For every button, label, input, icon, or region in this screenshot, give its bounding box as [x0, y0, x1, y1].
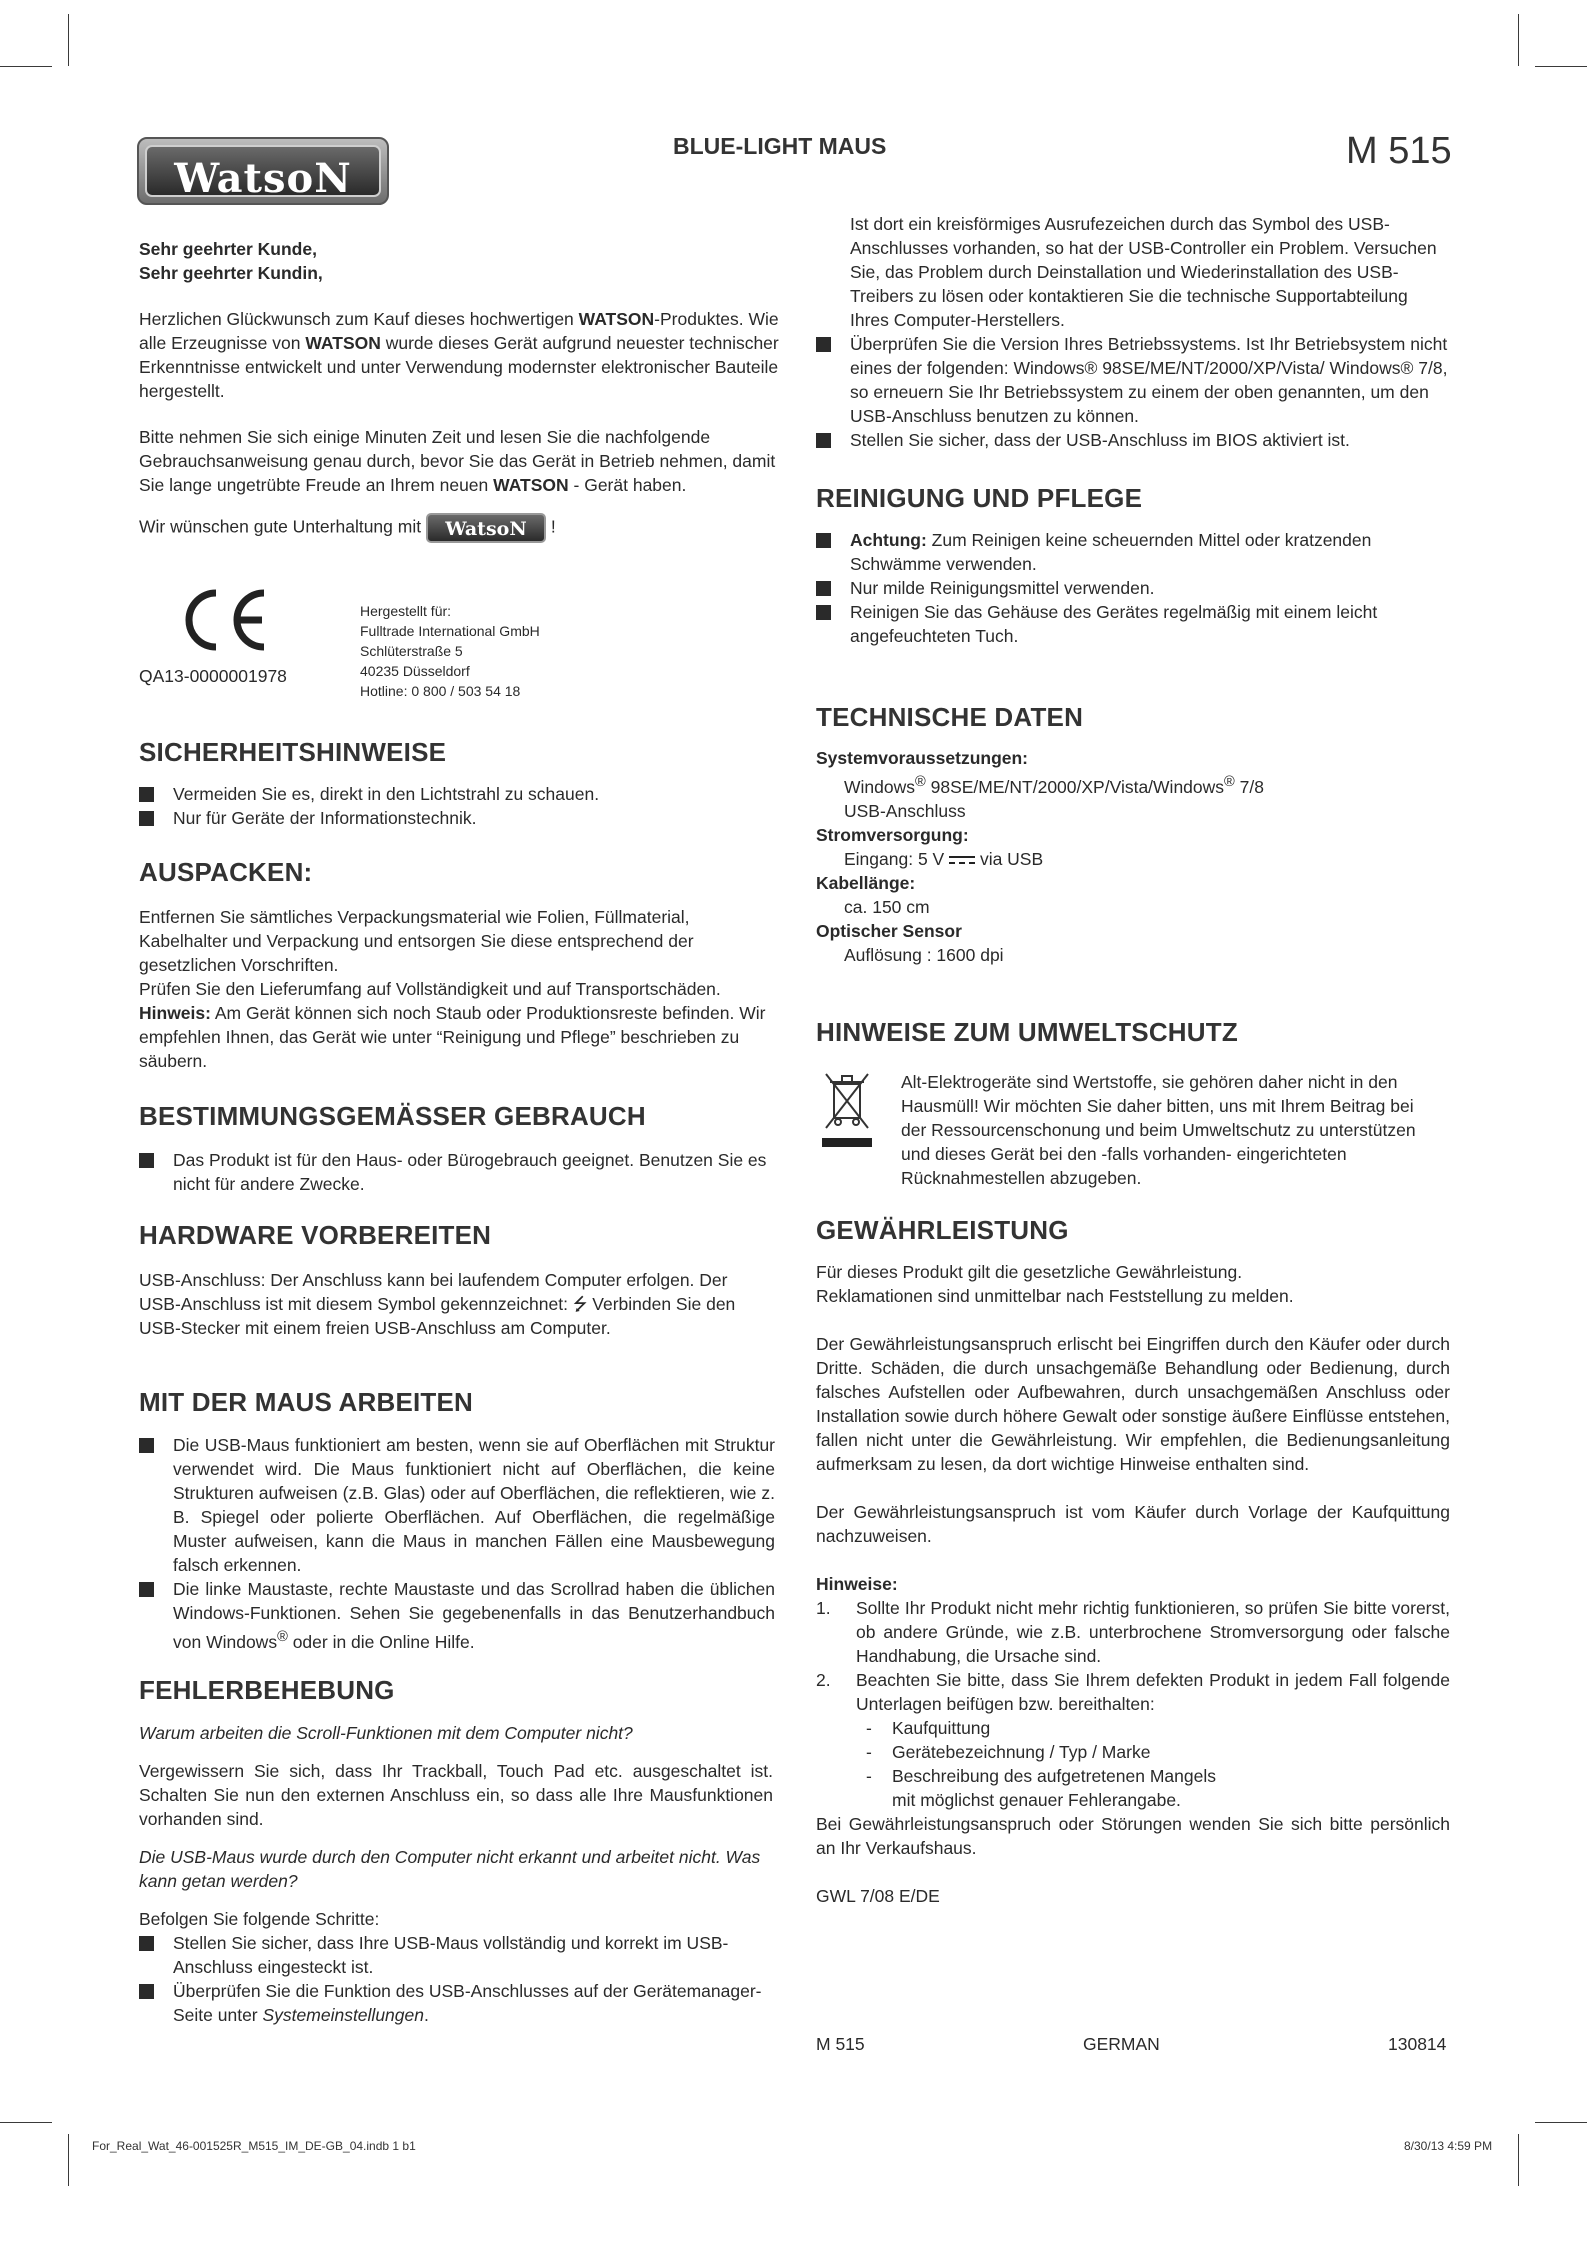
env-text: Alt-Elektrogeräte sind Wertstoffe, sie gehören daher nicht in den Hausmüll! Wir möchten Sie daher bitten, uns mit Ihrem Beitrag bei der Ressourcenschonung und beim Umweltschutz zu unterstützen und dieses Gerät bei den -falls vorhanden- eingerichteten Rücknahmestellen abzugeben. [901, 1072, 1416, 1188]
trouble-section [139, 1721, 773, 2027]
crop-mark [0, 2122, 52, 2123]
ce-code: QA13-0000001978 [139, 666, 287, 686]
unpack-section [139, 905, 779, 1073]
tech-value: Eingang: 5 V via USB [844, 848, 1044, 869]
intro-paragraph: Herzlichen Glückwunsch zum Kauf dieses hochwertigen WATSON-Produktes. Wie alle Erzeugnisse von WATSON wurde dieses Gerät aufgrund neuester technischer Erkenntnisse entwickelt und unter Verwendung modernster elektronischer Bauteile hergestellt. [139, 309, 779, 401]
list-item: Stellen Sie sicher, dass der USB-Anschluss im BIOS aktiviert ist. [816, 428, 1450, 452]
steps-list [139, 1931, 773, 2027]
list-item: Überprüfen Sie die Version Ihres Betriebssystems. Ist Ihr Betriebsystem nicht eines der folgenden: Windows® 98SE/ME/NT/2000/XP/Vista/ Windows® 7/8, so erneuern Sie Ihr Betriebssystem zu einem der oben genannten, um den USB-Anschluss benutzen zu können. [816, 332, 1450, 428]
list-item: 2. Beachten Sie bitte, dass Sie Ihrem defekten Produkt in jedem Fall folgende Unterlagen beifügen bzw. bereithalten: - Kaufquittung - Gerätebezeichnung / Typ / Marke - Beschreibung des aufgetretenen Mangels mit möglichst genauer Fehlerangabe. [816, 1670, 1450, 1810]
crop-mark [68, 2134, 69, 2186]
list-item: Stellen Sie sicher, dass Ihre USB-Maus vollständig und korrekt im USB- Anschluss eingesteckt ist. [139, 1931, 773, 1979]
bullet-icon [139, 1582, 154, 1597]
section-title-safety: SICHERHEITSHINWEISE [139, 737, 447, 767]
list-item: Achtung: Zum Reinigen keine scheuernden Mittel oder kratzenden Schwämme verwenden. [816, 528, 1446, 576]
tech-value: Auflösung : 1600 dpi [844, 944, 1004, 965]
warranty-line: Reklamationen sind unmittelbar nach Feststellung zu melden. [816, 1286, 1294, 1306]
list-item: Die USB-Maus funktioniert am besten, wenn sie auf Oberflächen mit Struktur verwendet wird. Die Maus funktioniert nicht auf Oberflächen, die keine Strukturen aufweisen (z.B. Glas) oder auf Oberflächen, die reflektieren, wie z. B. Spiegel oder polierte Oberflächen. Auf Oberflächen, die regelmäßige Muster aufweisen, kann die Maus in manchen Fällen eine Mausbewegung falsch erkennen. [139, 1433, 775, 1577]
list-item: Das Produkt ist für den Haus- oder Bürogebrauch geeignet. Benutzen Sie es nicht für andere Zwecke. [139, 1148, 775, 1196]
list-item: Nur milde Reinigungsmittel verwenden. [816, 576, 1446, 600]
crop-mark [1535, 66, 1587, 67]
list-item: Die linke Maustaste, rechte Maustaste und das Scrollrad haben die üblichen Windows-Funktionen. Sehen Sie gegebenenfalls in das Benutzerhandbuch von Windows® oder in die Online Hilfe. [139, 1577, 775, 1654]
notes-list [816, 1596, 1450, 1812]
list-item: Nur für Geräte der Informationstechnik. [139, 806, 779, 830]
warranty-paragraph: Der Gewährleistungsanspruch ist vom Käufer durch Vorlage der Kaufquittung nachzuweisen. [816, 1502, 1450, 1546]
bullet-icon [816, 533, 831, 548]
usb-symbol-icon: ⭍ [572, 1294, 588, 1314]
steps-intro: Befolgen Sie folgende Schritte: [139, 1909, 380, 1929]
address-line: Fulltrade International GmbH [360, 623, 540, 639]
list-item: 1. Sollte Ihr Produkt nicht mehr richtig funktionieren, so prüfen Sie bitte vorerst, ob andere Gründe, wie z.B. unterbrochene Stromversorgung oder falsche Handhabung, die Ursache sind. [816, 1598, 1450, 1666]
crop-mark [68, 14, 69, 66]
tech-value: USB-Anschluss [844, 800, 966, 821]
list-item: Reinigen Sie das Gehäuse des Gerätes regelmäßig mit einem leicht angefeuchteten Tuch. [816, 600, 1446, 648]
footer-code: 130814 [1388, 2034, 1447, 2054]
trouble-question: Warum arbeiten die Scroll-Funktionen mit dem Computer nicht? [139, 1723, 633, 1743]
list-item: Überprüfen Sie die Funktion des USB-Anschlusses auf der Gerätemanager-Seite unter Systemeinstellungen. [139, 1979, 773, 2027]
watson-logo [137, 137, 389, 205]
bullet-icon [816, 337, 831, 352]
bullet-icon [816, 605, 831, 620]
crop-mark [1535, 2122, 1587, 2123]
trouble-continued-text: Ist dort ein kreisförmiges Ausrufezeichen durch das Symbol des USB-Anschlusses vorhanden, so hat der USB-Controller ein Problem. Versuchen Sie, das Problem durch Deinstallation und Wiederinstallation des USB-Treibers zu lösen oder kontaktieren Sie die technische Supportabteilung Ihres Computer-Herstellers. [850, 214, 1437, 330]
crop-mark [0, 66, 52, 67]
watson-logo-inline: WatsoN [426, 513, 546, 543]
warranty-line: Für dieses Produkt gilt die gesetzliche Gewährleistung. [816, 1262, 1243, 1282]
greeting-line: Sehr geehrter Kunde, [139, 239, 317, 259]
section-title-env: HINWEISE ZUM UMWELTSCHUTZ [816, 1017, 1238, 1047]
model-number: M 515 [1346, 130, 1452, 172]
intro-paragraph: Bitte nehmen Sie sich einige Minuten Zeit und lesen Sie die nachfolgende Gebrauchsanweisung genau durch, bevor Sie das Gerät in Betrieb nehmen, damit Sie lange ungetrübte Freude an Ihrem neuen WATSON - Gerät haben. [139, 427, 776, 495]
mouse-list [139, 1433, 775, 1654]
manufacturer-address [360, 601, 540, 701]
warranty-section [816, 1260, 1450, 1908]
section-title-cleaning: REINIGUNG UND PFLEGE [816, 483, 1143, 513]
tech-value: Windows® 98SE/ME/NT/2000/XP/Vista/Windows® 7/8 [844, 774, 1264, 797]
greeting-line: Sehr geehrter Kundin, [139, 263, 323, 283]
footer-model: M 515 [816, 2034, 865, 2054]
section-title-tech: TECHNISCHE DATEN [816, 702, 1084, 732]
trouble-question: Die USB-Maus wurde durch den Computer nicht erkannt und arbeitet nicht. Was kann getan werden? [139, 1847, 761, 1891]
unpack-paragraph: Entfernen Sie sämtliches Verpackungsmaterial wie Folien, Füllmaterial, Kabelhalter und Verpackung und entsorgen Sie diese entsprechend der gesetzlichen Vorschriften. [139, 907, 694, 975]
unpack-note: Hinweis: Am Gerät können sich noch Staub oder Produktionsreste befinden. Wir empfehlen Ihnen, das Gerät wie unter “Reinigung und Pflege” beschrieben zu säubern. [139, 1003, 766, 1071]
safety-list [139, 782, 779, 830]
bullet-icon [139, 1153, 154, 1168]
tech-label: Stromversorgung: [816, 824, 969, 845]
intro-section [139, 237, 779, 543]
footer-language: GERMAN [1083, 2034, 1160, 2054]
section-title-hardware: HARDWARE VORBEREITEN [139, 1220, 492, 1250]
bullet-icon [816, 433, 831, 448]
weee-bin-icon [822, 1070, 872, 1152]
section-title-usage: BESTIMMUNGSGEMÄSSER GEBRAUCH [139, 1101, 646, 1131]
bullet-icon [139, 1936, 154, 1951]
ce-mark-icon [178, 585, 270, 655]
crop-mark [1518, 14, 1519, 66]
document-title: BLUE-LIGHT MAUS [673, 133, 887, 159]
tech-label: Systemvoraussetzungen: [816, 748, 1029, 768]
bullet-icon [139, 1984, 154, 1999]
tech-section [816, 746, 1446, 967]
list-item: - Beschreibung des aufgetretenen Mangels [866, 1766, 1216, 1786]
address-line: Hergestellt für: [360, 603, 452, 619]
section-title-unpack: AUSPACKEN: [139, 857, 313, 887]
crop-mark [1518, 2134, 1519, 2186]
bullet-icon [139, 787, 154, 802]
steps-list [816, 332, 1450, 452]
trouble-continued [816, 212, 1450, 452]
bullet-icon [139, 1438, 154, 1453]
warranty-paragraph: Bei Gewährleistungsanspruch oder Störungen wenden Sie sich bitte persönlich an Ihr Verkaufshaus. [816, 1814, 1450, 1858]
bullet-icon [816, 581, 831, 596]
unpack-paragraph: Prüfen Sie den Lieferumfang auf Vollständigkeit und auf Transportschäden. [139, 979, 721, 999]
list-item: - Kaufquittung [866, 1718, 991, 1738]
section-title-warranty: GEWÄHRLEISTUNG [816, 1215, 1069, 1245]
docs-list [856, 1716, 1450, 1812]
address-line: 40235 Düsseldorf [360, 663, 470, 679]
address-line: Hotline: 0 800 / 503 54 18 [360, 683, 521, 699]
dc-symbol-icon [949, 854, 975, 866]
tech-label: Kabellänge: [816, 872, 916, 893]
cleaning-list [816, 528, 1446, 648]
list-item: Vermeiden Sie es, direkt in den Lichtstrahl zu schauen. [139, 782, 779, 806]
hardware-paragraph: USB-Anschluss: Der Anschluss kann bei laufendem Computer erfolgen. Der USB-Anschluss ist mit diesem Symbol gekennzeichnet: ⭍ Verbinden Sie den USB-Stecker mit einem freien USB-Anschluss am Computer. [139, 1270, 736, 1338]
section-title-trouble: FEHLERBEHEBUNG [139, 1675, 395, 1705]
notes-label: Hinweise: [816, 1574, 898, 1594]
usage-list [139, 1148, 775, 1196]
address-line: Schlüterstraße 5 [360, 643, 463, 659]
print-slug-left: For_Real_Wat_46-001525R_M515_IM_DE-GB_04.indb 1 b1 [92, 2139, 416, 2153]
tech-label: Optischer Sensor [816, 920, 962, 941]
list-item: mit möglichst genauer Fehlerangabe. [892, 1790, 1181, 1810]
print-slug-right: 8/30/13 4:59 PM [1404, 2139, 1493, 2153]
warranty-code: GWL 7/08 E/DE [816, 1886, 940, 1906]
wish-line: Wir wünschen gute Unterhaltung mit WatsoN ! [139, 513, 779, 543]
logo-wordmark: WatsoN [174, 155, 352, 202]
bullet-icon [139, 811, 154, 826]
trouble-answer: Vergewissern Sie sich, dass Ihr Trackball, Touch Pad etc. ausgeschaltet ist. Schalten Sie nun den externen Anschluss ein, so dass alle Ihre Mausfunktionen vorhanden sind. [139, 1761, 773, 1829]
section-title-mouse: MIT DER MAUS ARBEITEN [139, 1387, 474, 1417]
warranty-paragraph: Der Gewährleistungsanspruch erlischt bei Eingriffen durch den Käufer oder durch Dritte. Schäden, die durch unsachgemäße Behandlung oder Bedienung, durch falsches Aufstellen oder Aufbewahren, durch unsachgemäßen Anschluss oder Installation sowie durch höhere Gewalt oder sonstige äußere Einflüsse entstehen, fallen nicht unter die Gewährleistung. Wir empfehlen, die Bedienungsanleitung aufmerksam zu lesen, da dort wichtige Hinweise enthalten sind. [816, 1334, 1450, 1474]
list-item: - Gerätebezeichnung / Typ / Marke [866, 1742, 1151, 1762]
tech-value: ca. 150 cm [844, 896, 930, 917]
